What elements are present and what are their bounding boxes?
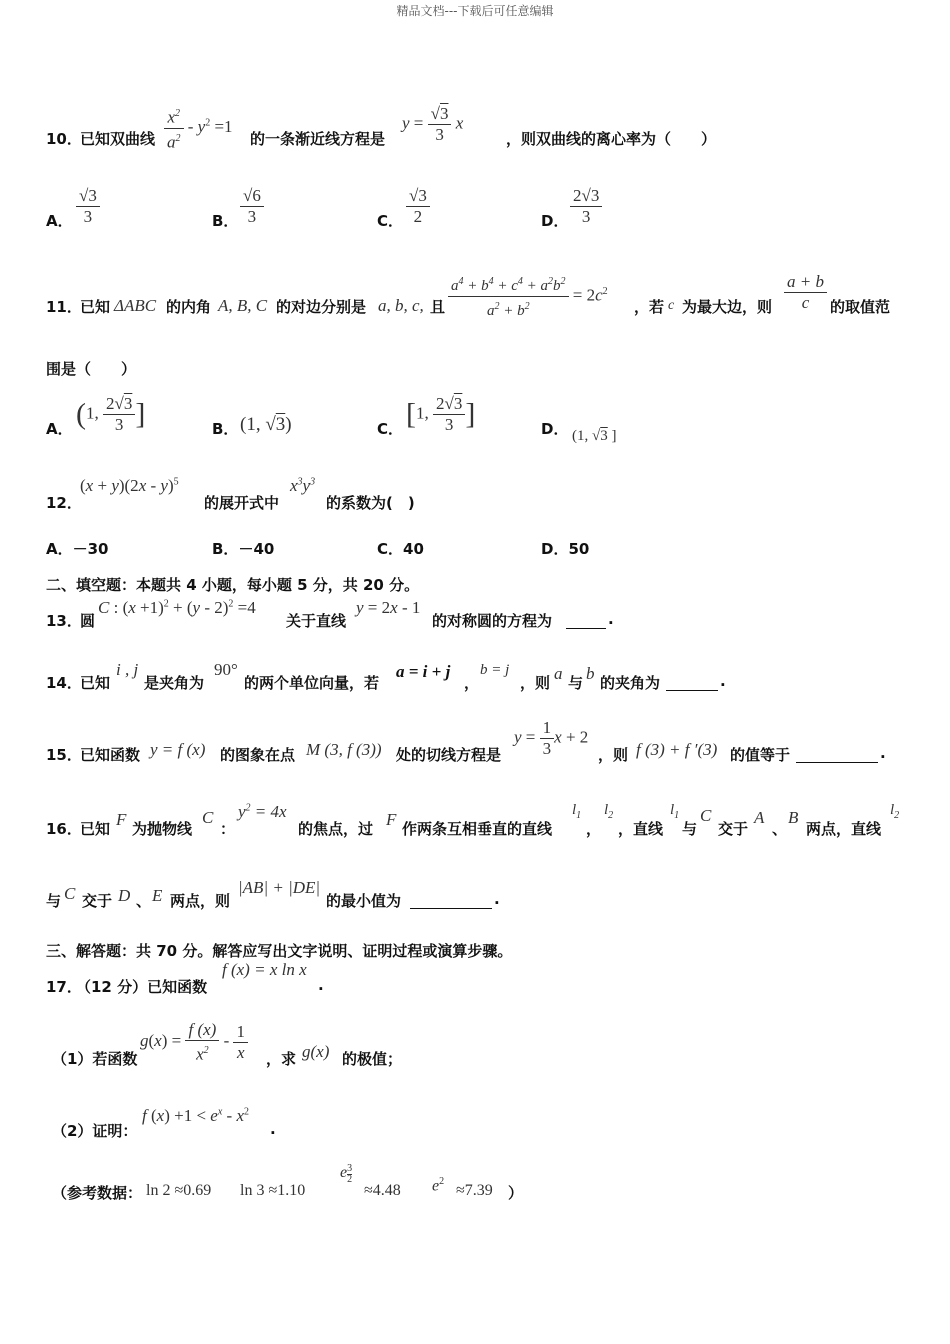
reference-data: （参考数据： ln 2 ≈0.69 ln 3 ≈1.10 e $\frac{3}{2}$ ≈4.48 $e^2$ ≈7.39 ） bbox=[52, 1163, 524, 1202]
question-number: 10． bbox=[46, 130, 82, 148]
option-c: $\frac{√3}{2}$ bbox=[406, 186, 430, 227]
question-13: 13． 圆 C : $(x +1)^2 + (y - 2)^2 =4$ 关于直线 y = 2x - 1 的对称圆的方程为 . bbox=[46, 598, 614, 630]
question-17: 17． （12 分）已知函数 f (x) = x ln x . bbox=[46, 960, 324, 996]
q11-options: A． (1, $\frac{2√3}{3}$ ] B． (1, √3) C． [1, $\frac{2√3}{3}$ ] D． (1, √3 ] bbox=[46, 394, 617, 444]
option-a: (1, $\frac{2√3}{3}$ ] bbox=[76, 394, 146, 434]
option-b: (1, √3) bbox=[240, 414, 292, 435]
question-17-part-2: （2）证明： f $(x) +1 < e^x - x^2$ . bbox=[52, 1106, 276, 1140]
section-2-heading: 二、填空题：本题共 4 小题，每小题 5 分，共 20 分。 bbox=[46, 576, 420, 594]
page-header: 精品文档---下载后可任意编辑 bbox=[396, 4, 554, 18]
option-a: $\frac{√3}{3}$ bbox=[76, 186, 100, 227]
q10-options: A． $\frac{√3}{3}$ B． $\frac{√6}{3}$ C． $\frac{√3}{2}$ D． $\frac{2√3}{3}$ bbox=[46, 186, 916, 236]
asymptote-equation: y = $\frac{√3}{3}$ x bbox=[402, 104, 464, 144]
answer-blank[interactable] bbox=[566, 610, 606, 629]
question-16-cont: 与 C 交于 D 、 E 两点，则 |AB| + |DE| 的最小值为 . bbox=[46, 878, 500, 910]
question-10: 10． 已知双曲线 $\frac{x^2}{a^2}$ - $y^2 =1$ 的一条渐近线方程是 y = $\frac{√3}{3}$ x ，则双曲线的离心率为（ ） bbox=[46, 104, 717, 152]
side-condition: $\frac{a^4 + b^4 + c^4 + a^2b^2}{a^2 + b^2}$ = $2c^2$ bbox=[448, 272, 608, 321]
option-c: [1, $\frac{2√3}{3}$ ] bbox=[406, 394, 476, 434]
question-15: 15． 已知函数 y = f (x) 的图象在点 M (3, f (3)) 处的切线方程是 y = $\frac{1}{3}$ x + 2 ，则 f (3) + f ′(3) 的值等于 . bbox=[46, 718, 886, 764]
question-16: 16． 已知 F 为抛物线 C ： $y^2 = 4x$ 的焦点，过 F 作两条互相垂直的直线 $l_1$ ， $l_2$ ，直线 $l_1$ 与 C 交于 A 、 B 两点，直线 $l_2$ bbox=[46, 802, 900, 838]
question-12: 12． (x + y)(2x - y)$^5$ 的展开式中 $x^3y^3$ 的系数为( ) bbox=[46, 476, 415, 512]
question-14: 14． 已知 i , j 是夹角为 90° 的两个单位向量，若 a = i + j ， b = j ，则 a 与 b 的夹角为 . bbox=[46, 660, 726, 692]
answer-blank[interactable] bbox=[410, 890, 492, 909]
binomial-expression: (x + y)(2x - y)$^5$ bbox=[80, 476, 179, 495]
option-b: $\frac{√6}{3}$ bbox=[240, 186, 264, 227]
answer-blank[interactable] bbox=[666, 672, 718, 691]
question-17-part-1: （1）若函数 g(x) = $\frac{f (x)}{x^2}$ - $\frac{1}{x}$ ，求 g(x) 的极值； bbox=[52, 1020, 403, 1068]
option-d: $\frac{2√3}{3}$ bbox=[570, 186, 602, 227]
answer-blank[interactable] bbox=[796, 744, 878, 763]
hyperbola-equation: $\frac{x^2}{a^2}$ - $y^2 =1$ bbox=[164, 104, 233, 152]
section-3-heading: 三、解答题：共 70 分。解答应写出文字说明、证明过程或演算步骤。 bbox=[46, 942, 513, 960]
q12-options: A．－30 B．－40 C．40 D．50 bbox=[46, 540, 590, 558]
question-11: 11． 已知 ΔABC 的内角 A, B, C 的对边分别是 a, b, c, 且 $\frac{a^4 + b^4 + c^4 + a^2b^2}{a^2 + b^2}$ = $2c^2$ ，若 c 为最大边，则 $\frac{a + b}{c}$ 的取值范 bbox=[46, 272, 891, 319]
option-d: (1, √3 ] bbox=[572, 428, 617, 444]
